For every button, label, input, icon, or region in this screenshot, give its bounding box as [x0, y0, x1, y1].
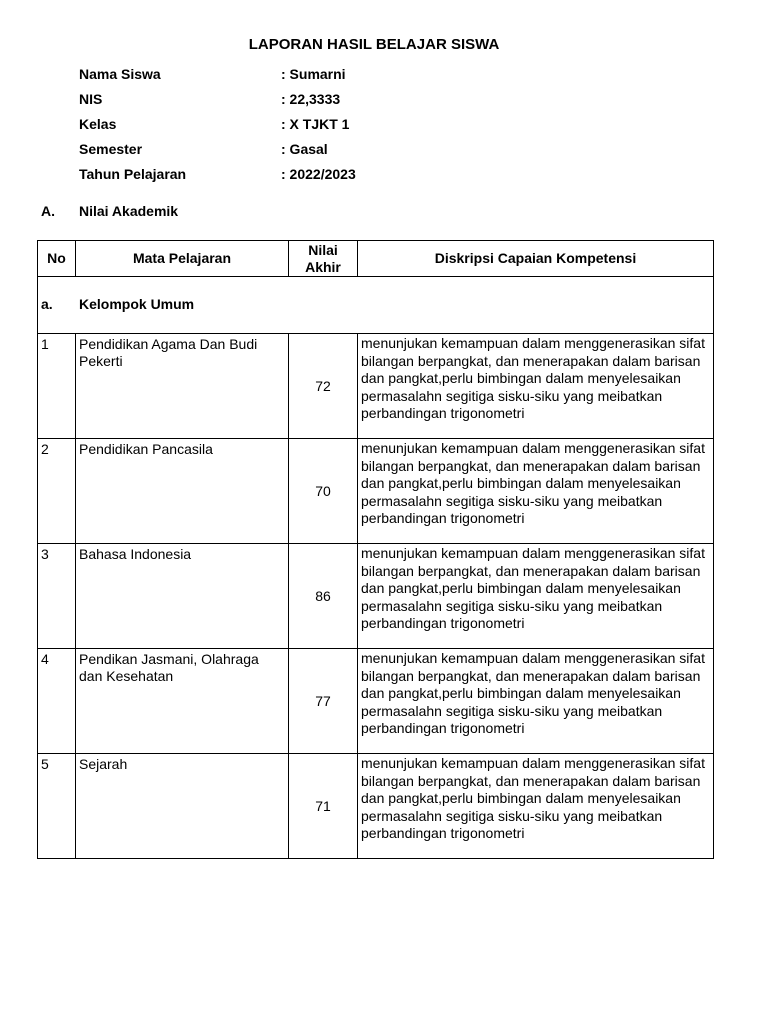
group-letter: a.: [41, 296, 53, 312]
header-score: [289, 241, 358, 277]
student-name-value: : Sumarni: [281, 66, 346, 82]
table-row: [38, 754, 714, 859]
student-year-value: : 2022/2023: [281, 166, 356, 182]
row-score: 86: [289, 544, 358, 649]
header-score-line1: Nilai: [308, 241, 338, 258]
row-score: 72: [289, 334, 358, 439]
row-no: 1: [38, 334, 76, 439]
table-header-row: [38, 241, 714, 277]
student-name-row: [79, 62, 479, 87]
header-description: Diskripsi Capaian Kompetensi: [358, 241, 714, 277]
row-score: 77: [289, 649, 358, 754]
table-row: [38, 544, 714, 649]
row-subject: Pendikan Jasmani, Olahraga dan Kesehatan: [76, 649, 289, 754]
row-no: 4: [38, 649, 76, 754]
row-score: 70: [289, 439, 358, 544]
row-no: 5: [38, 754, 76, 859]
header-subject: Mata Pelajaran: [76, 241, 289, 277]
grades-table: [37, 240, 714, 859]
table-row: [38, 649, 714, 754]
student-class-value: : X TJKT 1: [281, 116, 350, 132]
row-description: menunjukan kemampuan dalam menggenerasikan sifat bilangan berpangkat, dan menerapakan dalam barisan dan pangkat,perlu bimbingan dalam menyelesaikan permasalahn segitiga sisku-siku yang meibatkan perbandingan trigonometri: [358, 544, 714, 649]
section-title: Nilai Akademik: [79, 203, 179, 219]
student-class-label: Kelas: [79, 116, 117, 132]
group-cell: [38, 277, 714, 334]
row-no: 3: [38, 544, 76, 649]
group-title: Kelompok Umum: [79, 296, 195, 312]
section-letter: A.: [41, 203, 55, 219]
row-subject: Bahasa Indonesia: [76, 544, 289, 649]
row-no: 2: [38, 439, 76, 544]
student-year-row: [79, 162, 479, 187]
header-no: No: [38, 241, 76, 277]
group-row: [38, 277, 714, 334]
row-subject: Pendidikan Pancasila: [76, 439, 289, 544]
row-score: 71: [289, 754, 358, 859]
row-description: menunjukan kemampuan dalam menggenerasikan sifat bilangan berpangkat, dan menerapakan dalam barisan dan pangkat,perlu bimbingan dalam menyelesaikan permasalahn segitiga sisku-siku yang meibatkan perbandingan trigonometri: [358, 754, 714, 859]
student-nis-value: : 22,3333: [281, 91, 341, 107]
row-description: menunjukan kemampuan dalam menggenerasikan sifat bilangan berpangkat, dan menerapakan dalam barisan dan pangkat,perlu bimbingan dalam menyelesaikan permasalahn segitiga sisku-siku yang meibatkan perbandingan trigonometri: [358, 439, 714, 544]
row-subject: Pendidikan Agama Dan Budi Pekerti: [76, 334, 289, 439]
student-year-label: Tahun Pelajaran: [79, 166, 187, 182]
row-subject: Sejarah: [76, 754, 289, 859]
student-semester-value: : Gasal: [281, 141, 328, 157]
table-row: [38, 439, 714, 544]
student-info: [79, 62, 479, 187]
table-row: [38, 334, 714, 439]
student-semester-label: Semester: [79, 141, 143, 157]
row-description: menunjukan kemampuan dalam menggenerasikan sifat bilangan berpangkat, dan menerapakan dalam barisan dan pangkat,perlu bimbingan dalam menyelesaikan permasalahn segitiga sisku-siku yang meibatkan perbandingan trigonometri: [358, 649, 714, 754]
student-nis-row: [79, 87, 479, 112]
header-score-line2: Akhir: [305, 258, 341, 275]
row-description: menunjukan kemampuan dalam menggenerasikan sifat bilangan berpangkat, dan menerapakan dalam barisan dan pangkat,perlu bimbingan dalam menyelesaikan permasalahn segitiga sisku-siku yang meibatkan perbandingan trigonometri: [358, 334, 714, 439]
report-title: LAPORAN HASIL BELAJAR SISWA: [248, 36, 500, 53]
student-name-label: Nama Siswa: [79, 66, 161, 82]
student-semester-row: [79, 137, 479, 162]
student-class-row: [79, 112, 479, 137]
student-nis-label: NIS: [79, 91, 103, 107]
